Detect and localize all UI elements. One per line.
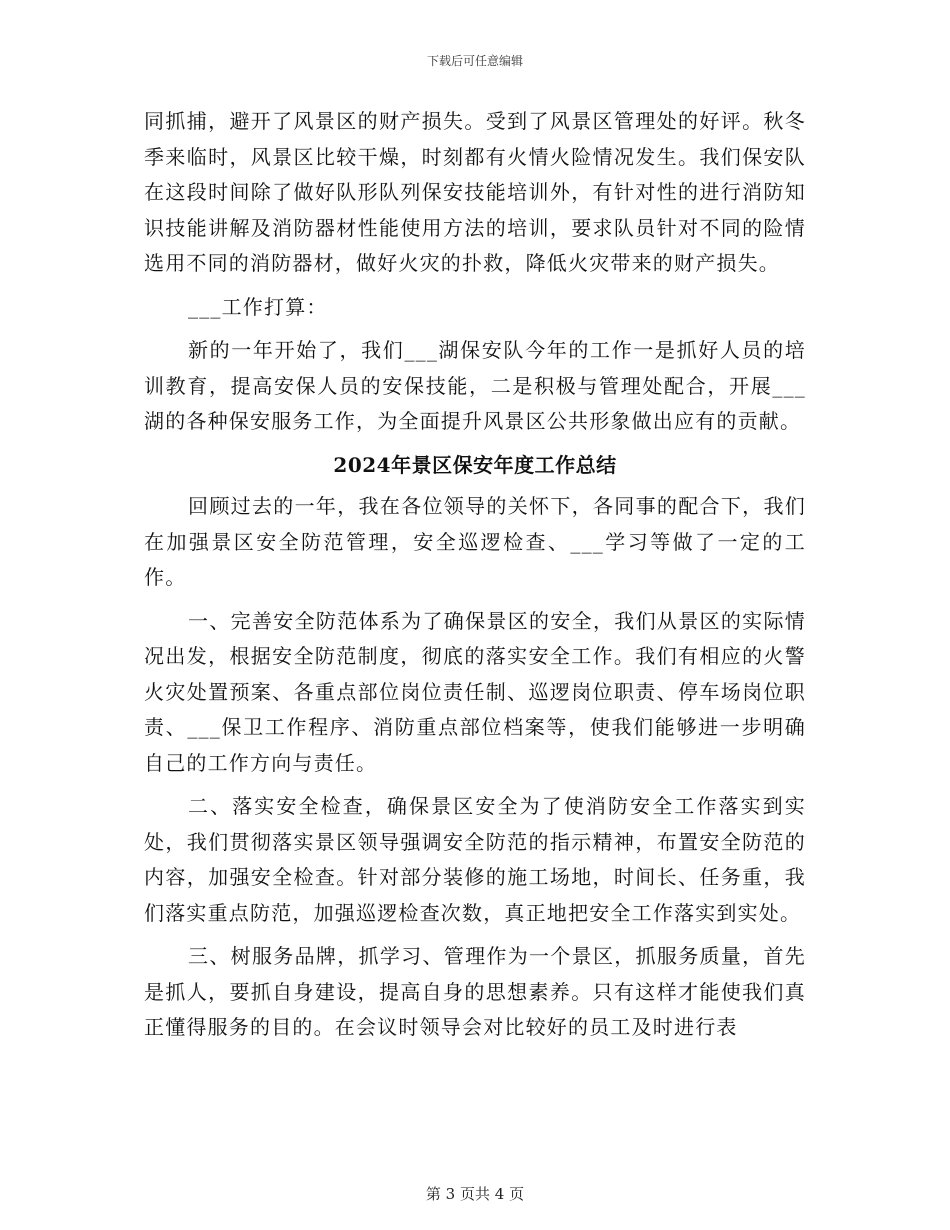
page-header-note: 下载后可任意编辑 <box>426 54 523 68</box>
section-title: 2024年景区保安年度工作总结 <box>333 452 617 477</box>
paragraph-work-plan: 新的一年开始了，我们___湖保安队今年的工作一是抓好人员的培训教育，提高安保人员的安保技能，二是积极与管理处配合，开展___湖的各种保安服务工作，为全面提升风景区公共形象做出应有的贡献。 <box>144 338 806 433</box>
paragraph-point-3: 三、树服务品牌，抓学习、管理作为一个景区，抓服务质量，首先是抓人，要抓自身建设，提高自身的思想素养。只有这样才能使我们真正懂得服务的目的。在会议时领导会对比较好的员工及时进行表 <box>144 944 806 1039</box>
paragraph-review: 回顾过去的一年，我在各位领导的关怀下，各同事的配合下，我们在加强景区安全防范管理，安全巡逻检查、___学习等做了一定的工作。 <box>144 494 806 589</box>
document-body <box>144 104 806 1054</box>
paragraph-continued: 同抓捕，避开了风景区的财产损失。受到了风景区管理处的好评。秋冬季来临时，风景区比较干燥，时刻都有火情火险情况发生。我们保安队在这段时间除了做好队形队列保安技能培训外，有针对性的进行消防知识技能讲解及消防器材性能使用方法的培训，要求队员针对不同的险情选用不同的消防器材，做好火灾的扑救，降低火灾带来的财产损失。 <box>144 109 806 275</box>
paragraph-work-plan-heading: ___工作打算： <box>188 294 328 319</box>
page-footer-number: 第 3 页共 4 页 <box>425 1185 525 1203</box>
paragraph-point-2: 二、落实安全检查，确保景区安全为了使消防安全工作落实到实处，我们贯彻落实景区领导强调安全防范的指示精神，布置安全防范的内容，加强安全检查。针对部分装修的施工场地，时间长、任务重，我们落实重点防范，加强巡逻检查次数，真正地把安全工作落实到实处。 <box>144 794 806 925</box>
paragraph-point-1: 一、完善安全防范体系为了确保景区的安全，我们从景区的实际情况出发，根据安全防范制度，彻底的落实安全工作。我们有相应的火警火灾处置预案、各重点部位岗位责任制、巡逻岗位职责、停车场岗位职责、___保卫工作程序、消防重点部位档案等，使我们能够进一步明确自己的工作方向与责任。 <box>144 608 806 775</box>
